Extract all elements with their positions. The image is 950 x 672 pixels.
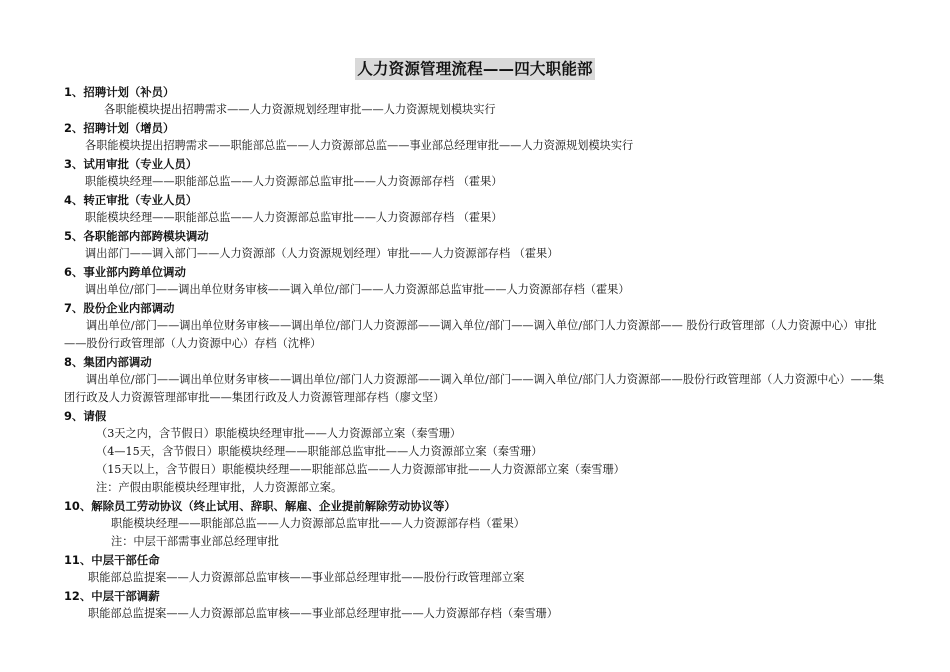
document-body (64, 83, 894, 623)
section-text: 调出单位/部门——调出单位财务审核——调出单位/部门人力资源部——调入单位/部门——调入单位/部门人力资源部—— 股份行政管理部（人力资源中心）审批——股份行政管理部（人力资源中心）存档（沈桦） (64, 319, 877, 350)
section-text: （15天以上，含节假日）职能模块经理——职能部总监——人力资源部审批——人力资源部立案（秦雪珊） (96, 463, 625, 476)
section-text: 职能部总监提案——人力资源部总监审核——事业部总经理审批——股份行政管理部立案 (88, 571, 525, 584)
section-heading: 3、试用审批（专业人员） (64, 157, 198, 171)
section-heading: 1、招聘计划（补员） (64, 85, 175, 99)
section-note: 注：中层干部需事业部总经理审批 (111, 535, 279, 548)
section-text: 职能模块经理——职能部总监——人力资源部总监审批——人力资源部存档 （霍果） (85, 175, 503, 188)
section-heading: 9、请假 (64, 409, 107, 423)
section-note: 注：产假由职能模块经理审批，人力资源部立案。 (96, 481, 343, 494)
title-wrap (0, 58, 950, 80)
section-text: 职能部总监提案——人力资源部总监审核——事业部总经理审批——人力资源部存档（秦雪珊） (88, 607, 558, 620)
section-text: 各职能模块提出招聘需求——人力资源规划经理审批——人力资源规划模块实行 (104, 103, 496, 116)
section-heading: 7、股份企业内部调动 (64, 301, 175, 315)
section-heading: 10、解除员工劳动协议（终止试用、辞职、解雇、企业提前解除劳动协议等） (64, 499, 456, 513)
section-text: 职能模块经理——职能部总监——人力资源部总监审批——人力资源部存档（霍果） (111, 517, 525, 530)
section-text: （3天之内，含节假日）职能模块经理审批——人力资源部立案（秦雪珊） (96, 427, 462, 440)
section-heading: 4、转正审批（专业人员） (64, 193, 198, 207)
section-text: 调出部门——调入部门——人力资源部（人力资源规划经理）审批——人力资源部存档 （霍果） (85, 247, 559, 260)
section-text: 调出单位/部门——调出单位财务审核——调入单位/部门——人力资源部总监审批——人力资源部存档（霍果） (85, 283, 630, 296)
section-text: 各职能模块提出招聘需求——职能部总监——人力资源部总监——事业部总经理审批——人力资源规划模块实行 (85, 139, 634, 152)
section-heading: 5、各职能部内部跨模块调动 (64, 229, 209, 243)
section-text: 调出单位/部门——调出单位财务审核——调出单位/部门人力资源部——调入单位/部门——调入单位/部门人力资源部——股份行政管理部（人力资源中心）——集团行政及人力资源管理部审批——集团行政及人力资源管理部存档（廖文坚） (64, 373, 885, 404)
section-heading: 8、集团内部调动 (64, 355, 152, 369)
page-title: 人力资源管理流程——四大职能部 (357, 60, 593, 78)
section-text: （4—15天，含节假日）职能模块经理——职能部总监审批——人力资源部立案（秦雪珊） (96, 445, 543, 458)
section-text: 职能模块经理——职能部总监——人力资源部总监审批——人力资源部存档 （霍果） (85, 211, 503, 224)
section-heading: 6、事业部内跨单位调动 (64, 265, 186, 279)
section-heading: 11、中层干部任命 (64, 553, 160, 567)
section-heading: 12、中层干部调薪 (64, 589, 160, 603)
section-heading: 2、招聘计划（增员） (64, 121, 175, 135)
